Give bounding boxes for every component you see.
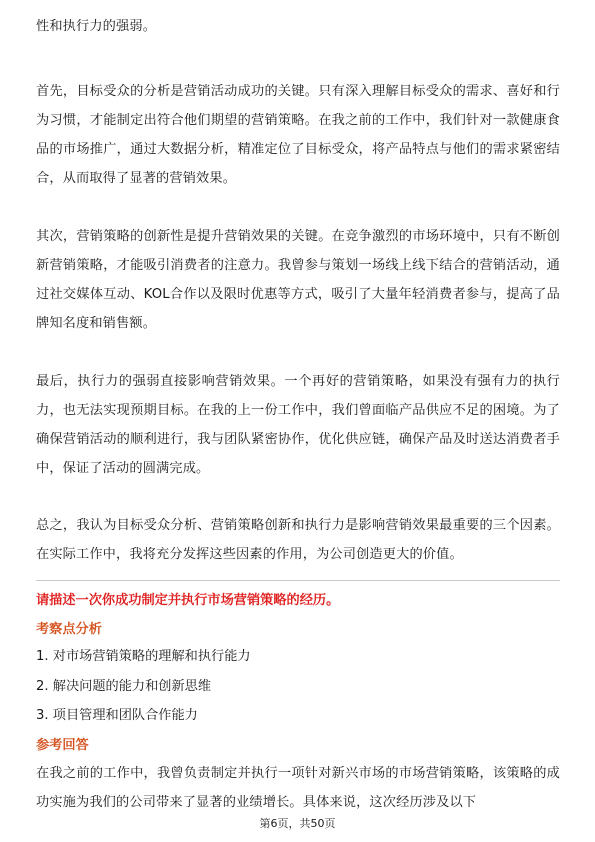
analysis-point-1: 1. 对市场营销策略的理解和执行能力 [36,649,251,664]
paragraph-continuation: 性和执行力的强弱。 [36,19,157,34]
reference-answer-title: 参考回答 [36,738,89,753]
paragraph-summary: 总之，我认为目标受众分析、营销策略创新和执行力是影响营销效果最重要的三个因素。在实际工作中，我将充分发挥这些因素的作用，为公司创造更大的价值。 [36,518,560,562]
paragraph-target-audience: 首先，目标受众的分析是营销活动成功的关键。只有深入理解目标受众的需求、喜好和行为习惯，才能制定出符合他们期望的营销策略。在我之前的工作中，我们针对一款健康食品的市场推广，通过大数据分析，精准定位了目标受众，将产品特点与他们的需求紧密结合，从而取得了显著的营销效果。 [36,84,560,186]
reference-answer-text: 在我之前的工作中，我曾负责制定并执行一项针对新兴市场的市场营销策略，该策略的成功实施为我们的公司带来了显著的业绩增长。具体来说，这次经历涉及以下 [36,766,560,810]
analysis-title: 考察点分析 [36,622,102,637]
paragraph-strategy-innovation: 其次，营销策略的创新性是提升营销效果的关键。在竞争激烈的市场环境中，只有不断创新营销策略，才能吸引消费者的注意力。我曾参与策划一场线上线下结合的营销活动，通过社交媒体互动、KOL合作以及限时优惠等方式，吸引了大量年轻消费者参与，提高了品牌知名度和销售额。 [36,229,560,331]
paragraph-execution: 最后，执行力的强弱直接影响营销效果。一个再好的营销策略，如果没有强有力的执行力，也无法实现预期目标。在我的上一份工作中，我们曾面临产品供应不足的困境。为了确保营销活动的顺利进行，我与团队紧密协作，优化供应链，确保产品及时送达消费者手中，保证了活动的圆满完成。 [36,374,560,476]
analysis-point-3: 3. 项目管理和团队合作能力 [36,708,198,723]
interview-question: 请描述一次你成功制定并执行市场营销策略的经历。 [36,593,340,608]
analysis-point-2: 2. 解决问题的能力和创新思维 [36,679,212,694]
section-divider [36,580,560,581]
page-footer: 第6页，共50页 [259,817,336,830]
